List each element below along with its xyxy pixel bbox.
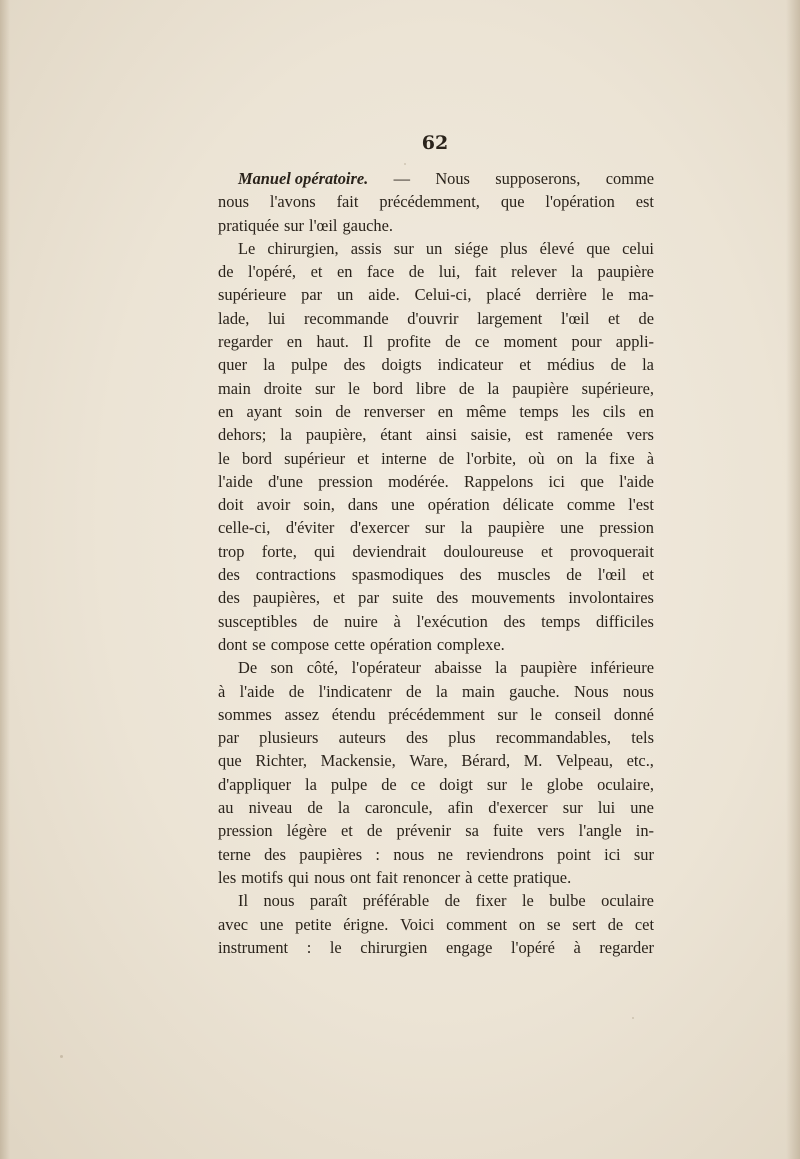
text-line: dehors; la paupière, étant ainsi saisie, est ramenée vers bbox=[218, 425, 654, 445]
text-line: doit avoir soin, dans une opération délicate comme l'est bbox=[218, 495, 654, 515]
text-line: De son côté, l'opérateur abaisse la paupière inférieure bbox=[238, 658, 654, 678]
text-line: dont se compose cette opération complexe. bbox=[218, 634, 505, 654]
text-line: regarder en haut. Il profite de ce moment pour appli- bbox=[218, 332, 654, 352]
text-line: susceptibles de nuire à l'exécution des temps difficiles bbox=[218, 611, 654, 631]
text-line: de l'opéré, et en face de lui, fait relever la paupière bbox=[218, 262, 654, 282]
text-line: terne des paupières : nous ne reviendrons point ici sur bbox=[218, 844, 654, 864]
page-left-edge-shadow bbox=[0, 0, 10, 1159]
text-line: pression légère et de prévenir sa fuite vers l'angle in- bbox=[218, 821, 654, 841]
text-line: instrument : le chirurgien engage l'opéré à regarder bbox=[218, 937, 654, 957]
paper-speck bbox=[60, 1055, 63, 1058]
text-line: pratiquée sur l'œil gauche. bbox=[218, 215, 393, 235]
text-line: Manuel opératoire. — Nous supposerons, comme bbox=[218, 167, 654, 190]
paper-speck bbox=[632, 1017, 634, 1019]
text-line: que Richter, Mackensie, Ware, Bérard, M. Velpeau, etc., bbox=[218, 751, 654, 771]
text-line: main droite sur le bord libre de la paupière supérieure, bbox=[218, 378, 654, 398]
text-line: l'aide d'une pression modérée. Rappelons ici que l'aide bbox=[218, 471, 654, 491]
text-line: au niveau de la caroncule, afin d'exercer sur lui une bbox=[218, 798, 654, 818]
text-line: le bord supérieur et interne de l'orbite, où on la fixe à bbox=[218, 448, 654, 468]
text-line: par plusieurs auteurs des plus recommandables, tels bbox=[218, 728, 654, 748]
text-line: Le chirurgien, assis sur un siége plus élevé que celui bbox=[238, 238, 654, 258]
text-line: en ayant soin de renverser en même temps les cils en bbox=[218, 401, 654, 421]
text-line: nous l'avons fait précédemment, que l'opération est bbox=[218, 192, 654, 212]
text-line: supérieure par un aide. Celui-ci, placé derrière le ma- bbox=[218, 285, 654, 305]
text-line: les motifs qui nous ont fait renoncer à cette pratique. bbox=[218, 867, 572, 887]
paper-speck bbox=[404, 163, 406, 165]
text-line: des paupières, et par suite des mouvements involontaires bbox=[218, 588, 654, 608]
text-line: quer la pulpe des doigts indicateur et médius de la bbox=[218, 355, 654, 375]
page-right-edge-shadow bbox=[786, 0, 800, 1159]
text-line: Il nous paraît préférable de fixer le bulbe oculaire bbox=[238, 891, 654, 911]
text-line: trop forte, qui deviendrait douloureuse et provoquerait bbox=[218, 541, 654, 561]
section-heading: Manuel opératoire. bbox=[238, 169, 369, 188]
text-line: des contractions spasmodiques des muscles de l'œil et bbox=[218, 565, 654, 585]
text-line: lade, lui recommande d'ouvrir largement l'œil et de bbox=[218, 308, 654, 328]
text-line: sommes assez étendu précédemment sur le conseil donné bbox=[218, 704, 654, 724]
page-number: 62 bbox=[421, 132, 449, 154]
text-line: avec une petite érigne. Voici comment on se sert de cet bbox=[218, 914, 654, 934]
text-line: celle-ci, d'éviter d'exercer sur la paupière une pression bbox=[218, 518, 654, 538]
body-text bbox=[218, 167, 654, 959]
text-line: d'appliquer la pulpe de ce doigt sur le globe oculaire, bbox=[218, 774, 654, 794]
text-line: à l'aide de l'indicatenr de la main gauche. Nous nous bbox=[218, 681, 654, 701]
